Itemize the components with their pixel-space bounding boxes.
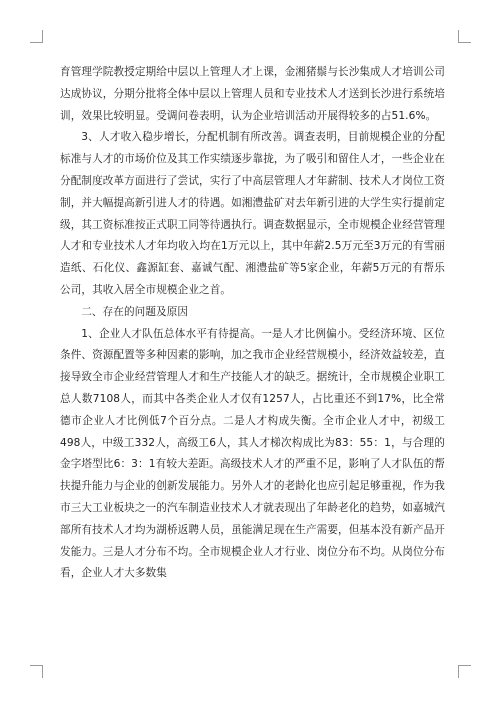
- paragraph-talent-level: 1、企业人才队伍总体水平有待提高。一是人才比例偏小。受经济环境、区位条件、资源配置等多种因素的影响，加之我市企业经营规模小，经济效益较差，直接导致全市企业经营管理人才和生产技能人才的缺乏。据统计，全市规模企业职工总人数7108人，而其中各类企业人才仅有1257人，占比重还不到17%，比全常德市企业人才比例低7个百分点。二是人才构成失衡。全市企业人才中，初级工498人，中级工332人，高级工6人，其人才梯次构成比为83：55：1，与合理的金字塔型比6：3：1有较大差距。高级技术人才的严重不足，影响了人才队伍的帮扶提升能力与企业的创新发展能力。另外人才的老龄化也应引起足够重视，作为我市三大工业板块之一的汽车制造业技术人才就表现出了年龄老化的趋势，如嘉城汽部所有技术人才均为湖桥返聘人员，虽能满足现在生产需要，但基本没有新产品开发能力。三是人才分布不均。全市规模企业人才行业、岗位分布不均。从岗位分布看，企业人才大多数集: [60, 327, 445, 580]
- crop-mark-top-left: [30, 30, 43, 43]
- crop-mark-bottom-right: [458, 665, 471, 678]
- section-heading-problems: 二、存在的问题及原因: [81, 305, 189, 318]
- crop-mark-bottom-left: [30, 665, 43, 678]
- paragraph-training: 育管理学院教授定期给中层以上管理人才上课，金湘猪鬃与长沙集成人才培训公司达成协议，分期分批将全体中层以上管理人员和专业技术人才送到长沙进行系统培训，效果比较明显。受调问卷表明，认为企业培训活动开展得较多的占51.6%。: [60, 66, 445, 122]
- document-body: [60, 62, 445, 585]
- paragraph-income: 3、人才收入稳步增长，分配机制有所改善。调查表明，目前规模企业的分配标准与人才的市场价位及其工作实绩逐步靠拢，为了吸引和留住人才，一些企业在分配制度改革方面进行了尝试，实行了中高层管理人才年薪制、技术人才岗位工资制，并大幅提高新引进人才的待遇。如湘澧盐矿对去年新引进的大学生实行提前定级，其工资标准按正式职工同等待遇执行。调查数据显示，全市规模企业经营管理人才和专业技术人才年均收入均在1万元以上，其中年薪2.5万元至3万元的有雪丽造纸、石化仪、鑫源缸套、嘉诚气配、湘澧盐矿等5家企业，年薪5万元的有帮乐公司，其收入居全市规模企业之首。: [60, 131, 445, 296]
- crop-mark-top-right: [458, 30, 471, 43]
